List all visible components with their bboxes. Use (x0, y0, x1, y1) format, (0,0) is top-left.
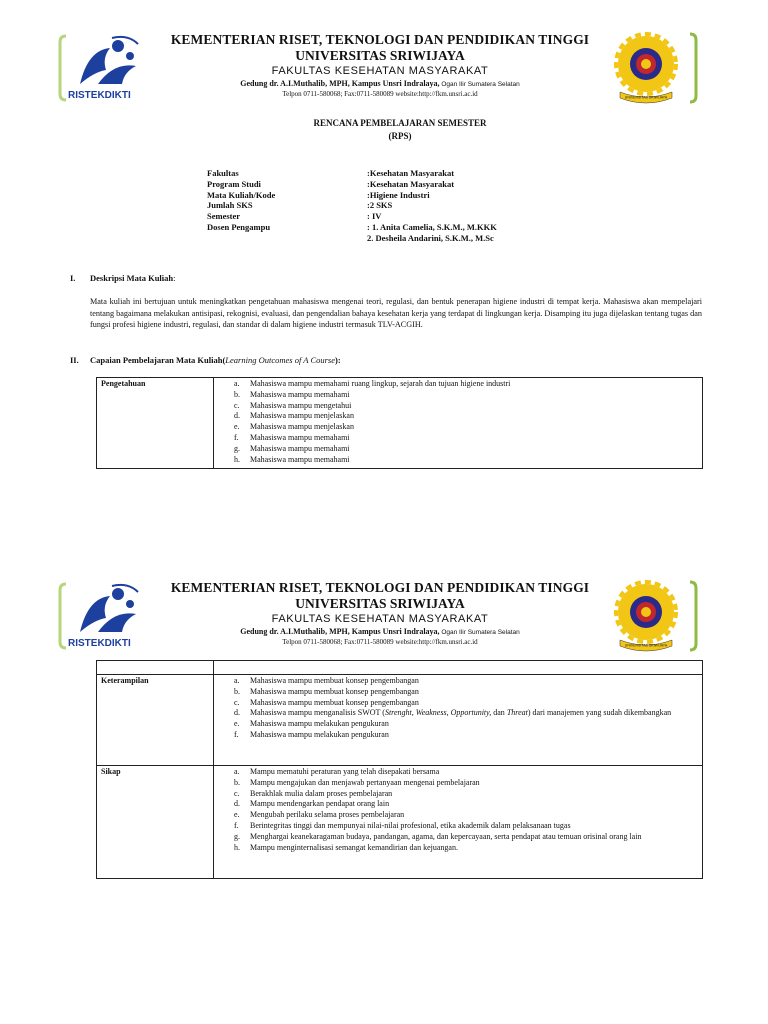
ministry-name: KEMENTERIAN RISET, TEKNOLOGI DAN PENDIDIKAN TINGGI (170, 32, 590, 47)
table-row (97, 766, 703, 879)
list-item: f. Berintegritas tinggi dan mempunyai nilai-nilai profesional, etika akademik dalam pelaksanaan tugas (234, 820, 571, 830)
info-label (207, 233, 367, 244)
course-description: Mata kuliah ini bertujuan untuk meningkatkan pengetahuan mahasiswa mengenai teori, regulasi, dan bentuk penerapan higiene industri di tempat kerja. Mahasiswa akan mempelajari tentang bagaimana melakukan antisipasi, rekognisi, evaluasi, dan pengendalian bahaya kesehatan kerja yang terdapat di lingkungan kerja. Disamping itu juga dijelaskan tentang tugas dan fungsi profesi higiene industri, regulasi, dan standar di dalam higiene industri termasuk TLV-ACGIH. (90, 297, 702, 329)
list-item: e. Mahasiswa mampu melakukan pengukuran (234, 719, 389, 729)
info-value: : IV (367, 211, 382, 222)
info-value: 2. Desheila Andarini, S.K.M., M.Sc (367, 232, 494, 243)
list-item: e. Mengubah perilaku selama proses pembelajaran (234, 810, 405, 820)
cp-items (214, 675, 703, 766)
list-item: d. Mahasiswa mampu menjelaskan (234, 411, 354, 421)
list-item: g. Menghargai keanekaragaman budaya, pandangan, agama, dan kepercayaan, serta pendapat atau temuan orisinal orang lain (234, 831, 642, 841)
list-item: a. Mahasiswa mampu membuat konsep pengembangan (234, 676, 419, 685)
info-value: :Higiene Industri (367, 189, 430, 200)
list-item: e. Mahasiswa mampu menjelaskan (234, 422, 354, 432)
info-row (207, 200, 527, 211)
info-label: Mata Kuliah/Kode (207, 189, 276, 200)
list-item: b. Mahasiswa mampu membuat konsep pengembangan (234, 686, 419, 696)
faculty-name: FAKULTAS KESEHATAN MASYARAKAT (271, 613, 489, 625)
cp-category: Keterampilan (97, 675, 214, 766)
ristekdikti-logo-text: RISTEKDIKTI (68, 638, 131, 649)
info-value: : 1. Anita Camelia, S.K.M., M.KKK (367, 221, 497, 232)
info-label: Program Studi (207, 178, 261, 189)
info-value: :Kesehatan Masyarakat (367, 168, 455, 178)
list-item: h. Mampu menginternalisasi semangat kemandirian dan kejuangan. (234, 842, 458, 852)
list-item: c. Berakhlak mulia dalam proses pembelajaran (234, 788, 393, 798)
faculty-name: FAKULTAS KESEHATAN MASYARAKAT (271, 65, 489, 77)
page-gap (0, 512, 768, 548)
ristekdikti-logo (58, 32, 148, 108)
section-number: II. (70, 355, 79, 365)
info-value: :Kesehatan Masyarakat (367, 178, 455, 189)
info-label: Dosen Pengampu (207, 221, 271, 232)
address: Gedung dr. A.I.Muthalib, MPH, Kampus Unsri Indralaya, Ogan Ilir Sumatera Selatan (240, 79, 520, 88)
info-row (207, 168, 527, 179)
ristekdikti-logo-text: RISTEKDIKTI (68, 90, 131, 101)
cp-items (214, 378, 703, 469)
cp-category: Sikap (97, 766, 214, 879)
section-colon: : (173, 273, 176, 283)
contact-line: Telpon 0711-580068; Fax:0711-580089 website:http://fkm.unsri.ac.id (282, 90, 478, 98)
info-row (207, 222, 527, 233)
section-number: I. (70, 273, 76, 283)
unsri-logo-banner: UNIVERSITAS SRIWIJAYA (624, 643, 668, 648)
ministry-name: KEMENTERIAN RISET, TEKNOLOGI DAN PENDIDIKAN TINGGI (170, 580, 590, 595)
letterhead-text (150, 32, 610, 99)
info-label: Jumlah SKS (207, 200, 253, 211)
info-label: Fakultas (207, 168, 239, 178)
list-item: b. Mampu mengajukan dan menjawab pertanyaan mengenai pembelajaran (234, 777, 480, 787)
letterhead (0, 0, 768, 110)
section-title-end: ): (335, 355, 341, 365)
info-row (207, 233, 527, 244)
ristekdikti-logo (58, 580, 148, 656)
list-item: d. Mahasiswa mampu menganalisis SWOT (Strenght, Weakness, Opportunity, dan Threat) dari manajemen yang sudah dikembangkan (234, 708, 672, 718)
contact-line: Telpon 0711-580068; Fax:0711-580089 website:http://fkm.unsri.ac.id (282, 638, 478, 646)
rps-title-line2: (RPS) (388, 131, 412, 141)
table-cell (214, 661, 703, 675)
unsri-logo-banner: UNIVERSITAS SRIWIJAYA (624, 95, 668, 100)
course-info (207, 168, 527, 244)
info-row (207, 179, 527, 190)
cp-items (214, 766, 703, 879)
cp-category: Pengetahuan (97, 378, 214, 469)
page-2 (0, 548, 768, 1024)
letterhead-text (150, 580, 610, 647)
info-row (207, 211, 527, 222)
list-item: f. Mahasiswa mampu melakukan pengukuran (234, 729, 389, 739)
list-item: b. Mahasiswa mampu memahami (234, 389, 350, 399)
section-1-heading (70, 273, 176, 283)
rps-title-line1: RENCANA PEMBELAJARAN SEMESTER (313, 118, 487, 128)
letterhead (0, 548, 768, 658)
university-name: UNIVERSITAS SRIWIJAYA (295, 596, 465, 611)
info-value: :2 SKS (367, 200, 393, 211)
cp-table-keterampilan-sikap (96, 660, 703, 879)
list-item: g. Mahasiswa mampu memahami (234, 443, 350, 453)
list-item: a. Mampu mematuhi peraturan yang telah disepakati bersama (234, 767, 440, 776)
table-cell (97, 661, 214, 675)
section-title-italic: Learning Outcomes of A Course (225, 355, 336, 365)
list-item: d. Mampu mendengarkan pendapat orang lain (234, 799, 390, 809)
info-row (207, 190, 527, 201)
list-item: c. Mahasiswa mampu mengetahui (234, 400, 352, 410)
section-2-heading (70, 355, 341, 365)
unsri-logo (606, 30, 698, 108)
info-label: Semester (207, 211, 241, 222)
address: Gedung dr. A.I.Muthalib, MPH, Kampus Unsri Indralaya, Ogan Ilir Sumatera Selatan (240, 627, 520, 636)
cp-table-pengetahuan (96, 377, 703, 469)
section-title: Deskripsi Mata Kuliah (90, 273, 174, 283)
list-item: c. Mahasiswa mampu membuat konsep pengembangan (234, 697, 419, 707)
table-row (97, 661, 703, 675)
rps-title (300, 117, 500, 143)
list-item: a. Mahasiswa mampu memahami ruang lingkup, sejarah dan tujuan higiene industri (234, 379, 511, 388)
unsri-logo (606, 578, 698, 656)
section-title: Capaian Pembelajaran Mata Kuliah( (90, 355, 226, 365)
table-row (97, 378, 703, 469)
university-name: UNIVERSITAS SRIWIJAYA (295, 48, 465, 63)
table-row (97, 675, 703, 766)
list-item: h. Mahasiswa mampu memahami (234, 454, 350, 464)
list-item: f. Mahasiswa mampu memahami (234, 432, 350, 442)
